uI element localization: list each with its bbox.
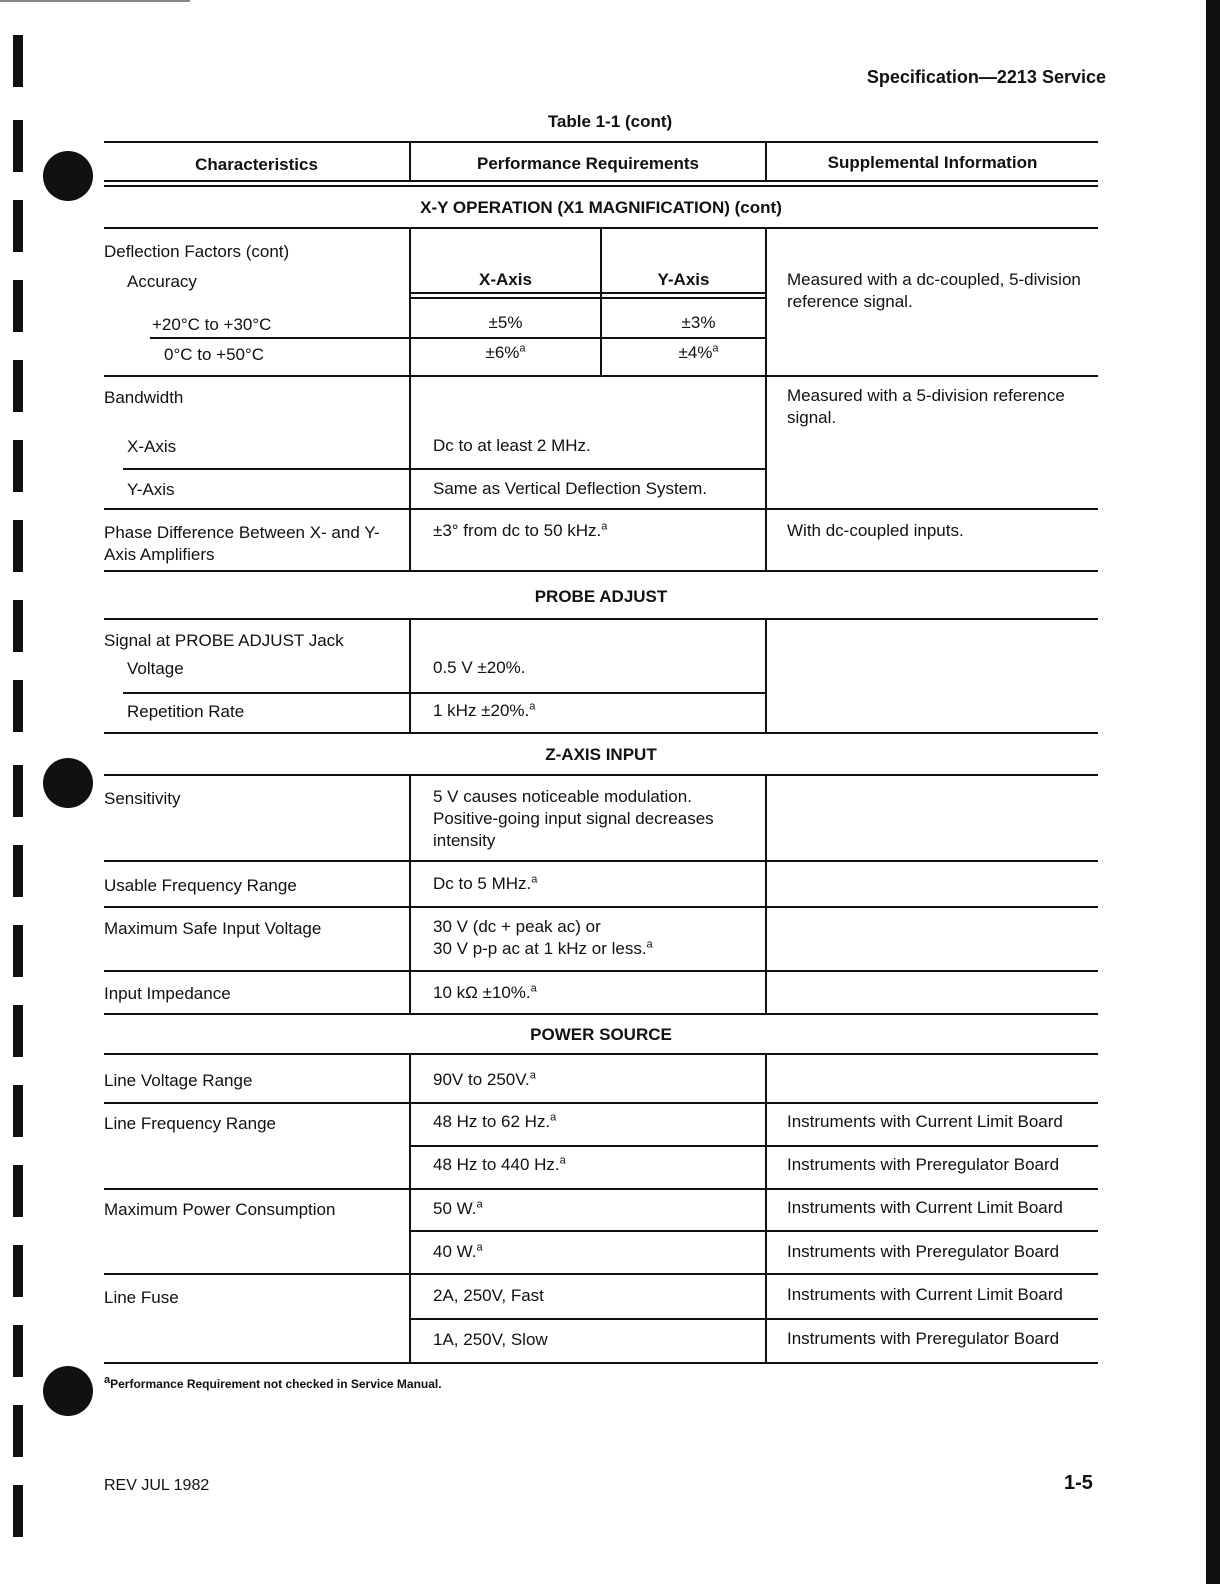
rule: [409, 618, 411, 732]
col-header-supplemental: Supplemental Information: [827, 153, 1038, 172]
deflection-factors-label: Deflection Factors (cont): [104, 242, 290, 261]
x-accuracy-1: ±5%: [488, 313, 523, 332]
binder-mark: [13, 680, 23, 732]
binder-mark: [13, 360, 23, 412]
rule: [104, 860, 1098, 862]
binder-mark: [13, 280, 23, 332]
line-fuse-label: Line Fuse: [104, 1288, 179, 1307]
y-accuracy-1: ±3%: [681, 313, 716, 332]
rule: [409, 1230, 1098, 1232]
bandwidth-x-value: Dc to at least 2 MHz.: [433, 436, 591, 455]
binder-mark: [13, 1165, 23, 1217]
rule: [409, 292, 765, 294]
section-heading-power: POWER SOURCE: [530, 1025, 672, 1044]
rule: [123, 692, 765, 694]
y-accuracy-2: ±4%$^a$: [678, 342, 719, 362]
rule: [123, 468, 765, 470]
rule: [104, 570, 1098, 572]
binder-mark: [13, 600, 23, 652]
input-impedance-value: 10 kΩ ±10%.$^a$: [433, 982, 537, 1002]
rule: [104, 141, 1098, 143]
phase-difference-value: ±3° from dc to 50 kHz.$^a$: [433, 520, 608, 540]
rule: [104, 508, 1098, 510]
rule: [104, 180, 1098, 182]
page-header: Specification—2213 Service: [866, 67, 1106, 87]
revision-date: REV JUL 1982: [104, 1477, 210, 1494]
rule: [765, 1053, 767, 1363]
probe-signal-label: Signal at PROBE ADJUST Jack: [104, 631, 344, 650]
binder-mark: [13, 35, 23, 87]
rule: [104, 1102, 1098, 1104]
binder-mark: [13, 1005, 23, 1057]
rule: [104, 1362, 1098, 1364]
section-heading-zaxis: Z-AXIS INPUT: [545, 745, 657, 764]
max-power-value-1: 50 W.$^a$: [433, 1198, 483, 1218]
binder-mark: [13, 1245, 23, 1297]
line-voltage-value: 90V to 250V.$^a$: [433, 1069, 536, 1089]
phase-difference-label: Phase Difference Between X- and Y-Axis Amplifiers: [104, 523, 380, 564]
rule: [409, 1053, 411, 1363]
x-axis-header: X-Axis: [479, 270, 532, 289]
phase-difference-supplement: With dc-coupled inputs.: [787, 521, 964, 540]
rule: [104, 1188, 1098, 1190]
max-power-supplement-2: Instruments with Preregulator Board: [787, 1242, 1060, 1261]
accuracy-label: Accuracy: [127, 272, 197, 291]
rule: [104, 774, 1098, 776]
usable-frequency-value: Dc to 5 MHz.$^a$: [433, 873, 538, 893]
binder-mark: [13, 520, 23, 572]
punch-hole: [43, 758, 93, 808]
bandwidth-y-value: Same as Vertical Deflection System.: [433, 479, 708, 498]
rule: [765, 618, 767, 732]
max-power-supplement-1: Instruments with Current Limit Board: [787, 1198, 1063, 1217]
rule: [104, 618, 1098, 620]
max-power-label: Maximum Power Consumption: [104, 1200, 336, 1219]
binder-mark: [13, 440, 23, 492]
rule: [104, 906, 1098, 908]
line-fuse-value-1: 2A, 250V, Fast: [433, 1286, 544, 1305]
input-impedance-label: Input Impedance: [104, 984, 231, 1003]
rule: [409, 1145, 1098, 1147]
max-safe-input-value-1: 30 V (dc + peak ac) or: [433, 917, 601, 936]
binder-mark: [13, 925, 23, 977]
rule: [104, 1013, 1098, 1015]
punch-hole: [43, 151, 93, 201]
bandwidth-y-label: Y-Axis: [127, 480, 175, 499]
scan-edge-right: [1206, 0, 1220, 1584]
binder-mark: [13, 845, 23, 897]
scan-edge-top: [0, 0, 190, 2]
bandwidth-label: Bandwidth: [104, 388, 184, 407]
line-fuse-supplement-2: Instruments with Preregulator Board: [787, 1329, 1060, 1348]
probe-voltage-value: 0.5 V ±20%.: [433, 658, 526, 677]
max-power-value-2: 40 W.$^a$: [433, 1241, 483, 1261]
rule: [150, 337, 765, 339]
col-header-performance: Performance Requirements: [476, 154, 700, 173]
line-frequency-value-2: 48 Hz to 440 Hz.$^a$: [433, 1154, 566, 1174]
rule: [765, 774, 767, 1013]
line-frequency-supplement-1: Instruments with Current Limit Board: [787, 1112, 1063, 1131]
bandwidth-x-label: X-Axis: [127, 437, 177, 456]
x-accuracy-2: ±6%$^a$: [485, 342, 526, 362]
binder-mark: [13, 120, 23, 172]
probe-rep-label: Repetition Rate: [127, 702, 245, 721]
rule: [104, 375, 1098, 377]
table-caption: Table 1-1 (cont): [547, 112, 673, 131]
line-fuse-supplement-1: Instruments with Current Limit Board: [787, 1285, 1063, 1304]
page-number: 1-5: [1064, 1472, 1093, 1494]
binder-mark: [13, 1405, 23, 1457]
rule: [765, 227, 767, 570]
sensitivity-value: 5 V causes noticeable modulation. Positive-going input signal decreases intensity: [433, 787, 714, 850]
line-voltage-label: Line Voltage Range: [104, 1071, 253, 1090]
temp-range-2: 0°C to +50°C: [164, 345, 265, 364]
punch-hole: [43, 1366, 93, 1416]
temp-range-1: +20°C to +30°C: [152, 315, 272, 334]
footnote: $^a$Performance Requirement not checked in Service Manual.: [104, 1374, 442, 1391]
col-header-characteristics: Characteristics: [195, 155, 318, 174]
line-frequency-value-1: 48 Hz to 62 Hz.$^a$: [433, 1111, 557, 1131]
sensitivity-label: Sensitivity: [104, 789, 181, 808]
section-heading-probe: PROBE ADJUST: [534, 587, 668, 606]
rule: [104, 1273, 1098, 1275]
line-frequency-label: Line Frequency Range: [104, 1114, 277, 1133]
rule: [104, 185, 1098, 187]
rule: [409, 774, 411, 1013]
binder-mark: [13, 1325, 23, 1377]
binder-mark: [13, 200, 23, 252]
max-safe-input-value-2: 30 V p-p ac at 1 kHz or less.$^a$: [433, 938, 653, 958]
rule: [409, 297, 765, 299]
binder-mark: [13, 1085, 23, 1137]
usable-frequency-label: Usable Frequency Range: [104, 876, 297, 895]
rule: [104, 1053, 1098, 1055]
line-frequency-supplement-2: Instruments with Preregulator Board: [787, 1155, 1060, 1174]
binder-mark: [13, 765, 23, 817]
rule: [104, 970, 1098, 972]
section-heading-xy: X-Y OPERATION (X1 MAGNIFICATION) (cont): [420, 198, 782, 217]
y-axis-header: Y-Axis: [657, 270, 710, 289]
line-fuse-value-2: 1A, 250V, Slow: [433, 1330, 548, 1349]
accuracy-supplement: Measured with a dc-coupled, 5-division reference signal.: [787, 270, 1081, 311]
probe-voltage-label: Voltage: [127, 659, 184, 678]
bandwidth-supplement: Measured with a 5-division reference signal.: [787, 386, 1065, 427]
binder-mark: [13, 1485, 23, 1537]
max-safe-input-label: Maximum Safe Input Voltage: [104, 919, 322, 938]
probe-rep-value: 1 kHz ±20%.$^a$: [433, 700, 536, 720]
rule: [104, 732, 1098, 734]
rule: [409, 1318, 1098, 1320]
